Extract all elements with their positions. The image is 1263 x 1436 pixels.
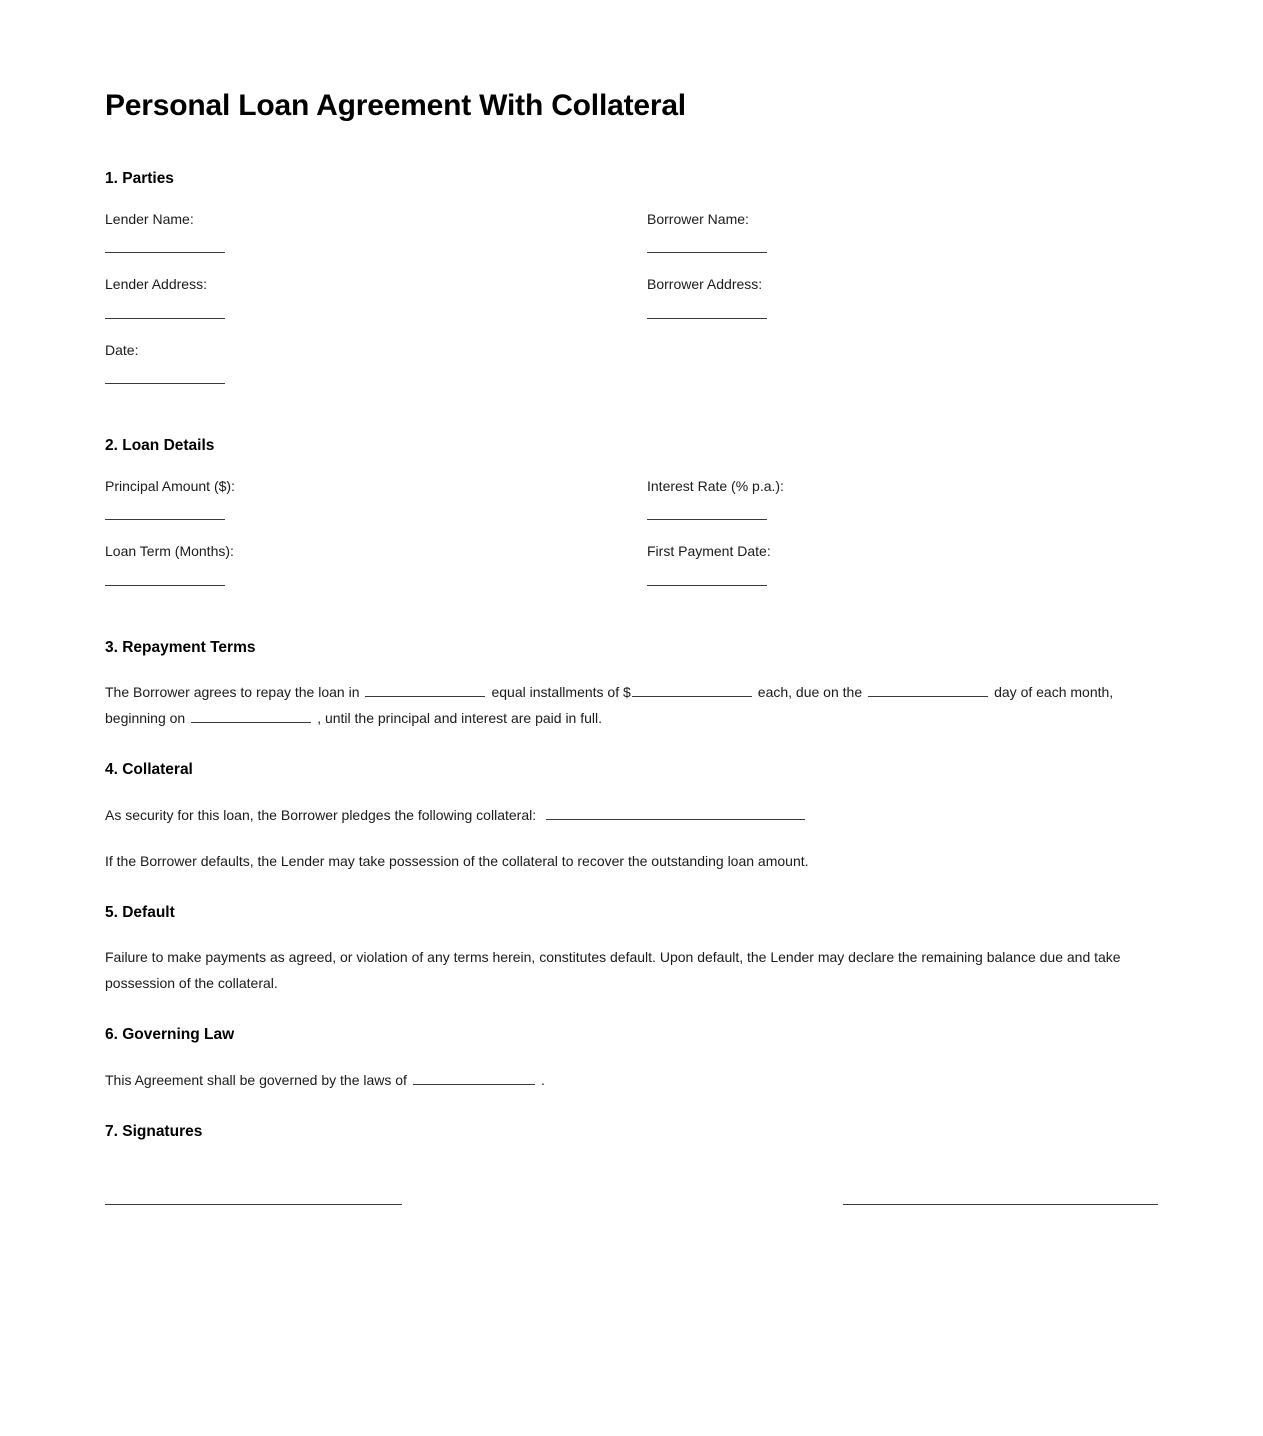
interest-rate-label: Interest Rate (% p.a.): xyxy=(647,477,784,494)
section-heading-default: 5. Default xyxy=(105,903,175,921)
section-collateral xyxy=(105,761,1158,874)
parties-col-borrower-address xyxy=(647,276,1189,342)
installment-amount-input[interactable] xyxy=(632,683,752,697)
beginning-date-input[interactable] xyxy=(191,709,311,723)
parties-col-lender-address xyxy=(105,276,647,342)
loan-term-label: Loan Term (Months): xyxy=(105,543,234,560)
principal-amount-label: Principal Amount ($): xyxy=(105,477,235,494)
loan-col-term xyxy=(105,543,647,609)
signature-row xyxy=(105,1204,1158,1205)
borrower-address-label: Borrower Address: xyxy=(647,276,763,293)
parties-col-date xyxy=(105,342,647,408)
parties-col-empty xyxy=(647,342,1189,408)
governing-law-paragraph xyxy=(105,1067,1158,1093)
first-payment-date-label: First Payment Date: xyxy=(647,543,771,560)
collateral-pledge-text: As security for this loan, the Borrower pledges the following collateral: xyxy=(105,806,537,823)
borrower-name-label: Borrower Name: xyxy=(647,210,749,227)
governing-jurisdiction-input[interactable] xyxy=(413,1071,535,1085)
date-input[interactable] xyxy=(105,383,225,384)
borrower-name-input[interactable] xyxy=(647,252,767,253)
loan-col-principal xyxy=(105,478,647,544)
section-heading-parties: 1. Parties xyxy=(105,170,174,187)
repayment-text-part5: , until the principal and interest are paid in full. xyxy=(317,710,603,727)
section-loan-details xyxy=(105,437,1158,609)
loan-col-interest xyxy=(647,478,1189,544)
parties-row-names xyxy=(105,211,1158,277)
section-signatures xyxy=(105,1123,1158,1205)
loan-col-first-payment xyxy=(647,543,1189,609)
section-repayment-terms xyxy=(105,639,1158,732)
default-paragraph: Failure to make payments as agreed, or violation of any terms herein, constitutes default. Upon default, the Lender may declare the remaining balance due and take possession of the collateral. xyxy=(105,949,1121,992)
repayment-text-part2: equal installments of $ xyxy=(491,684,631,701)
repayment-text-part3: each, due on the xyxy=(757,684,863,701)
section-heading-governing-law: 6. Governing Law xyxy=(105,1026,235,1044)
section-heading-signatures: 7. Signatures xyxy=(105,1123,203,1141)
section-heading-collateral: 4. Collateral xyxy=(105,761,193,779)
governing-law-text-part1: This Agreement shall be governed by the laws of xyxy=(105,1072,407,1089)
repayment-text-part1: The Borrower agrees to repay the loan in xyxy=(105,684,360,701)
parties-row-addresses xyxy=(105,276,1158,342)
section-heading-repayment-terms: 3. Repayment Terms xyxy=(105,638,256,656)
interest-rate-input[interactable] xyxy=(647,519,767,520)
lender-address-label: Lender Address: xyxy=(105,276,207,293)
section-governing-law xyxy=(105,1026,1158,1093)
collateral-default-paragraph: If the Borrower defaults, the Lender may take possession of the collateral to recover the outstanding loan amount. xyxy=(105,852,809,869)
borrower-signature-line[interactable] xyxy=(843,1204,1158,1205)
collateral-description-input[interactable] xyxy=(546,806,805,820)
repayment-terms-paragraph xyxy=(105,679,1158,731)
section-parties xyxy=(105,170,1158,407)
due-day-input[interactable] xyxy=(868,683,988,697)
lender-address-input[interactable] xyxy=(105,318,225,319)
date-label: Date: xyxy=(105,341,139,358)
collateral-pledge-paragraph xyxy=(105,802,1158,828)
parties-col-lender-name xyxy=(105,211,647,277)
lender-name-label: Lender Name: xyxy=(105,210,194,227)
governing-law-text-part2: . xyxy=(540,1072,545,1089)
installments-count-input[interactable] xyxy=(365,683,485,697)
section-default xyxy=(105,904,1158,997)
first-payment-date-input[interactable] xyxy=(647,585,767,586)
borrower-address-input[interactable] xyxy=(647,318,767,319)
parties-row-date xyxy=(105,342,1158,408)
loan-row-term xyxy=(105,543,1158,609)
loan-row-principal xyxy=(105,478,1158,544)
lender-name-input[interactable] xyxy=(105,252,225,253)
loan-term-input[interactable] xyxy=(105,585,225,586)
section-heading-loan-details: 2. Loan Details xyxy=(105,437,215,455)
lender-signature-line[interactable] xyxy=(105,1204,402,1205)
principal-amount-input[interactable] xyxy=(105,519,225,520)
page-title: Personal Loan Agreement With Collateral xyxy=(105,89,686,122)
repayment-text-part4: day of each month, beginning on xyxy=(105,684,1114,727)
parties-col-borrower-name xyxy=(647,211,1189,277)
